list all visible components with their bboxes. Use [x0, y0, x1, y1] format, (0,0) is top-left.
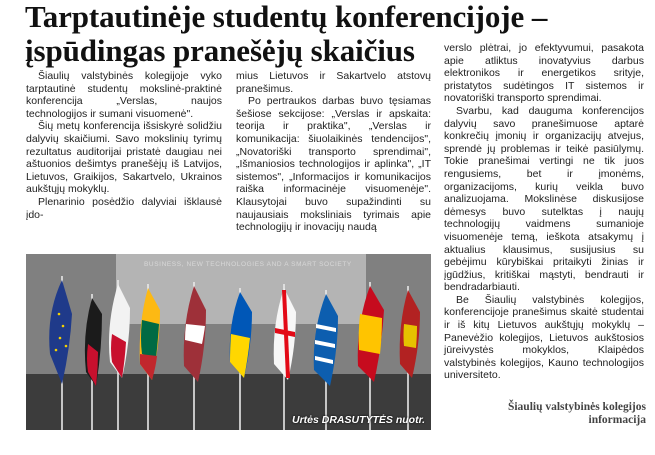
paragraph: Šiaulių valstybinės kolegijoje vyko tarptautinė studentų mokslinė-praktinė konferencija „Verslas, naujos technologijos ir sumani visuomenė".: [26, 70, 222, 120]
source-line-2: informacija: [588, 414, 646, 426]
paragraph: Po pertraukos darbas buvo tęsiamas šešiose sekcijose: „Verslas ir apskaita: teorija ir praktika", „Verslas ir komunikacija: šiuolaikinės tendencijos", „Novatoriški transporto sprendimai", „Išmaniosios technologijos ir aplinka", „IT sistemos", „Informacijos ir komunikacijos raiška informacinėje visuomenėje". Klausytojai buvo supažindinti su naujausiais moksliniais tyrimais apie technologijų ir inovacijų naudą: [236, 95, 431, 234]
conference-flags-photo: [26, 254, 431, 430]
source-line-1: Šiaulių valstybinės kolegijos: [507, 401, 646, 413]
article-column-1: [26, 70, 222, 221]
flags-illustration: [26, 254, 431, 430]
headline-line-2: įspūdingas pranešėjų skaičius: [25, 33, 415, 68]
paragraph: mius Lietuvos ir Sakartvelo atstovų pranešimus.: [236, 70, 431, 95]
paragraph: Svarbu, kad dauguma konferencijos dalyvių savo pranešimuose aptarė konkrečių įmonių ir organizacijų atvejus, sprendė jų problemas ir teikė pasiūlymų. Tokie pranešimai vertingi ne tik juos rengusiems, bet ir įmonėms, organizacijoms, kurių veikla buvo analizuojama. Mokslinėse diskusijose dėmesys buvo sutelktas į naujų technologijų vaidmens sumanioje visuomenėje temą, ieškota atsakymų į aktualius klausimus, susijusius su gebėjimu kūrybiškai pritaikyti žinias ir įgūdžius, kritiškai mąstyti, bendrauti ir bendradarbiauti.: [444, 104, 644, 294]
paragraph: Šių metų konferencija išsiskyrė solidžiu dalyvių skaičiumi. Savo mokslinių tyrimų rezultatus auditorijai pristatė daugiau nei aštuonios dešimtys pranešėjų iš Latvijos, Lietuvos, Graikijos, Sakartvelo, Ukrainos aukštųjų mokyklų.: [26, 120, 222, 196]
paragraph: Be Šiaulių valstybinės kolegijos, konferencijoje pranešimus skaitė studentai ir iš kitų Lietuvos aukštųjų mokyklų – Panevėžio kolegijos, Lietuvos aukštosios jūreivystės mokyklos, Klaipėdos valstybinės kolegijos, Kauno technologijos universiteto.: [444, 293, 644, 382]
article-column-3: [444, 42, 644, 382]
article-source: [462, 401, 646, 427]
headline-line-1: Tarptautinėje studentų konferencijoje –: [25, 0, 548, 34]
paragraph: Plenarinio posėdžio dalyviai išklausė įdo-: [26, 195, 222, 221]
photo-credit: Urtės DRASUTYTĖS nuotr.: [291, 414, 425, 426]
photo-banner-text: BUSINESS, NEW TECHNOLOGIES AND A SMART SOCIETY: [144, 261, 352, 268]
paragraph: verslo plėtrai, jo efektyvumui, pasakota apie atliktus inovatyvius darbus elektronikos ir energetikos srityje, pristatytos sudėtingos IT sistemos ir novatoriški transporto sprendimai.: [444, 42, 644, 105]
article-column-2: [236, 70, 431, 234]
